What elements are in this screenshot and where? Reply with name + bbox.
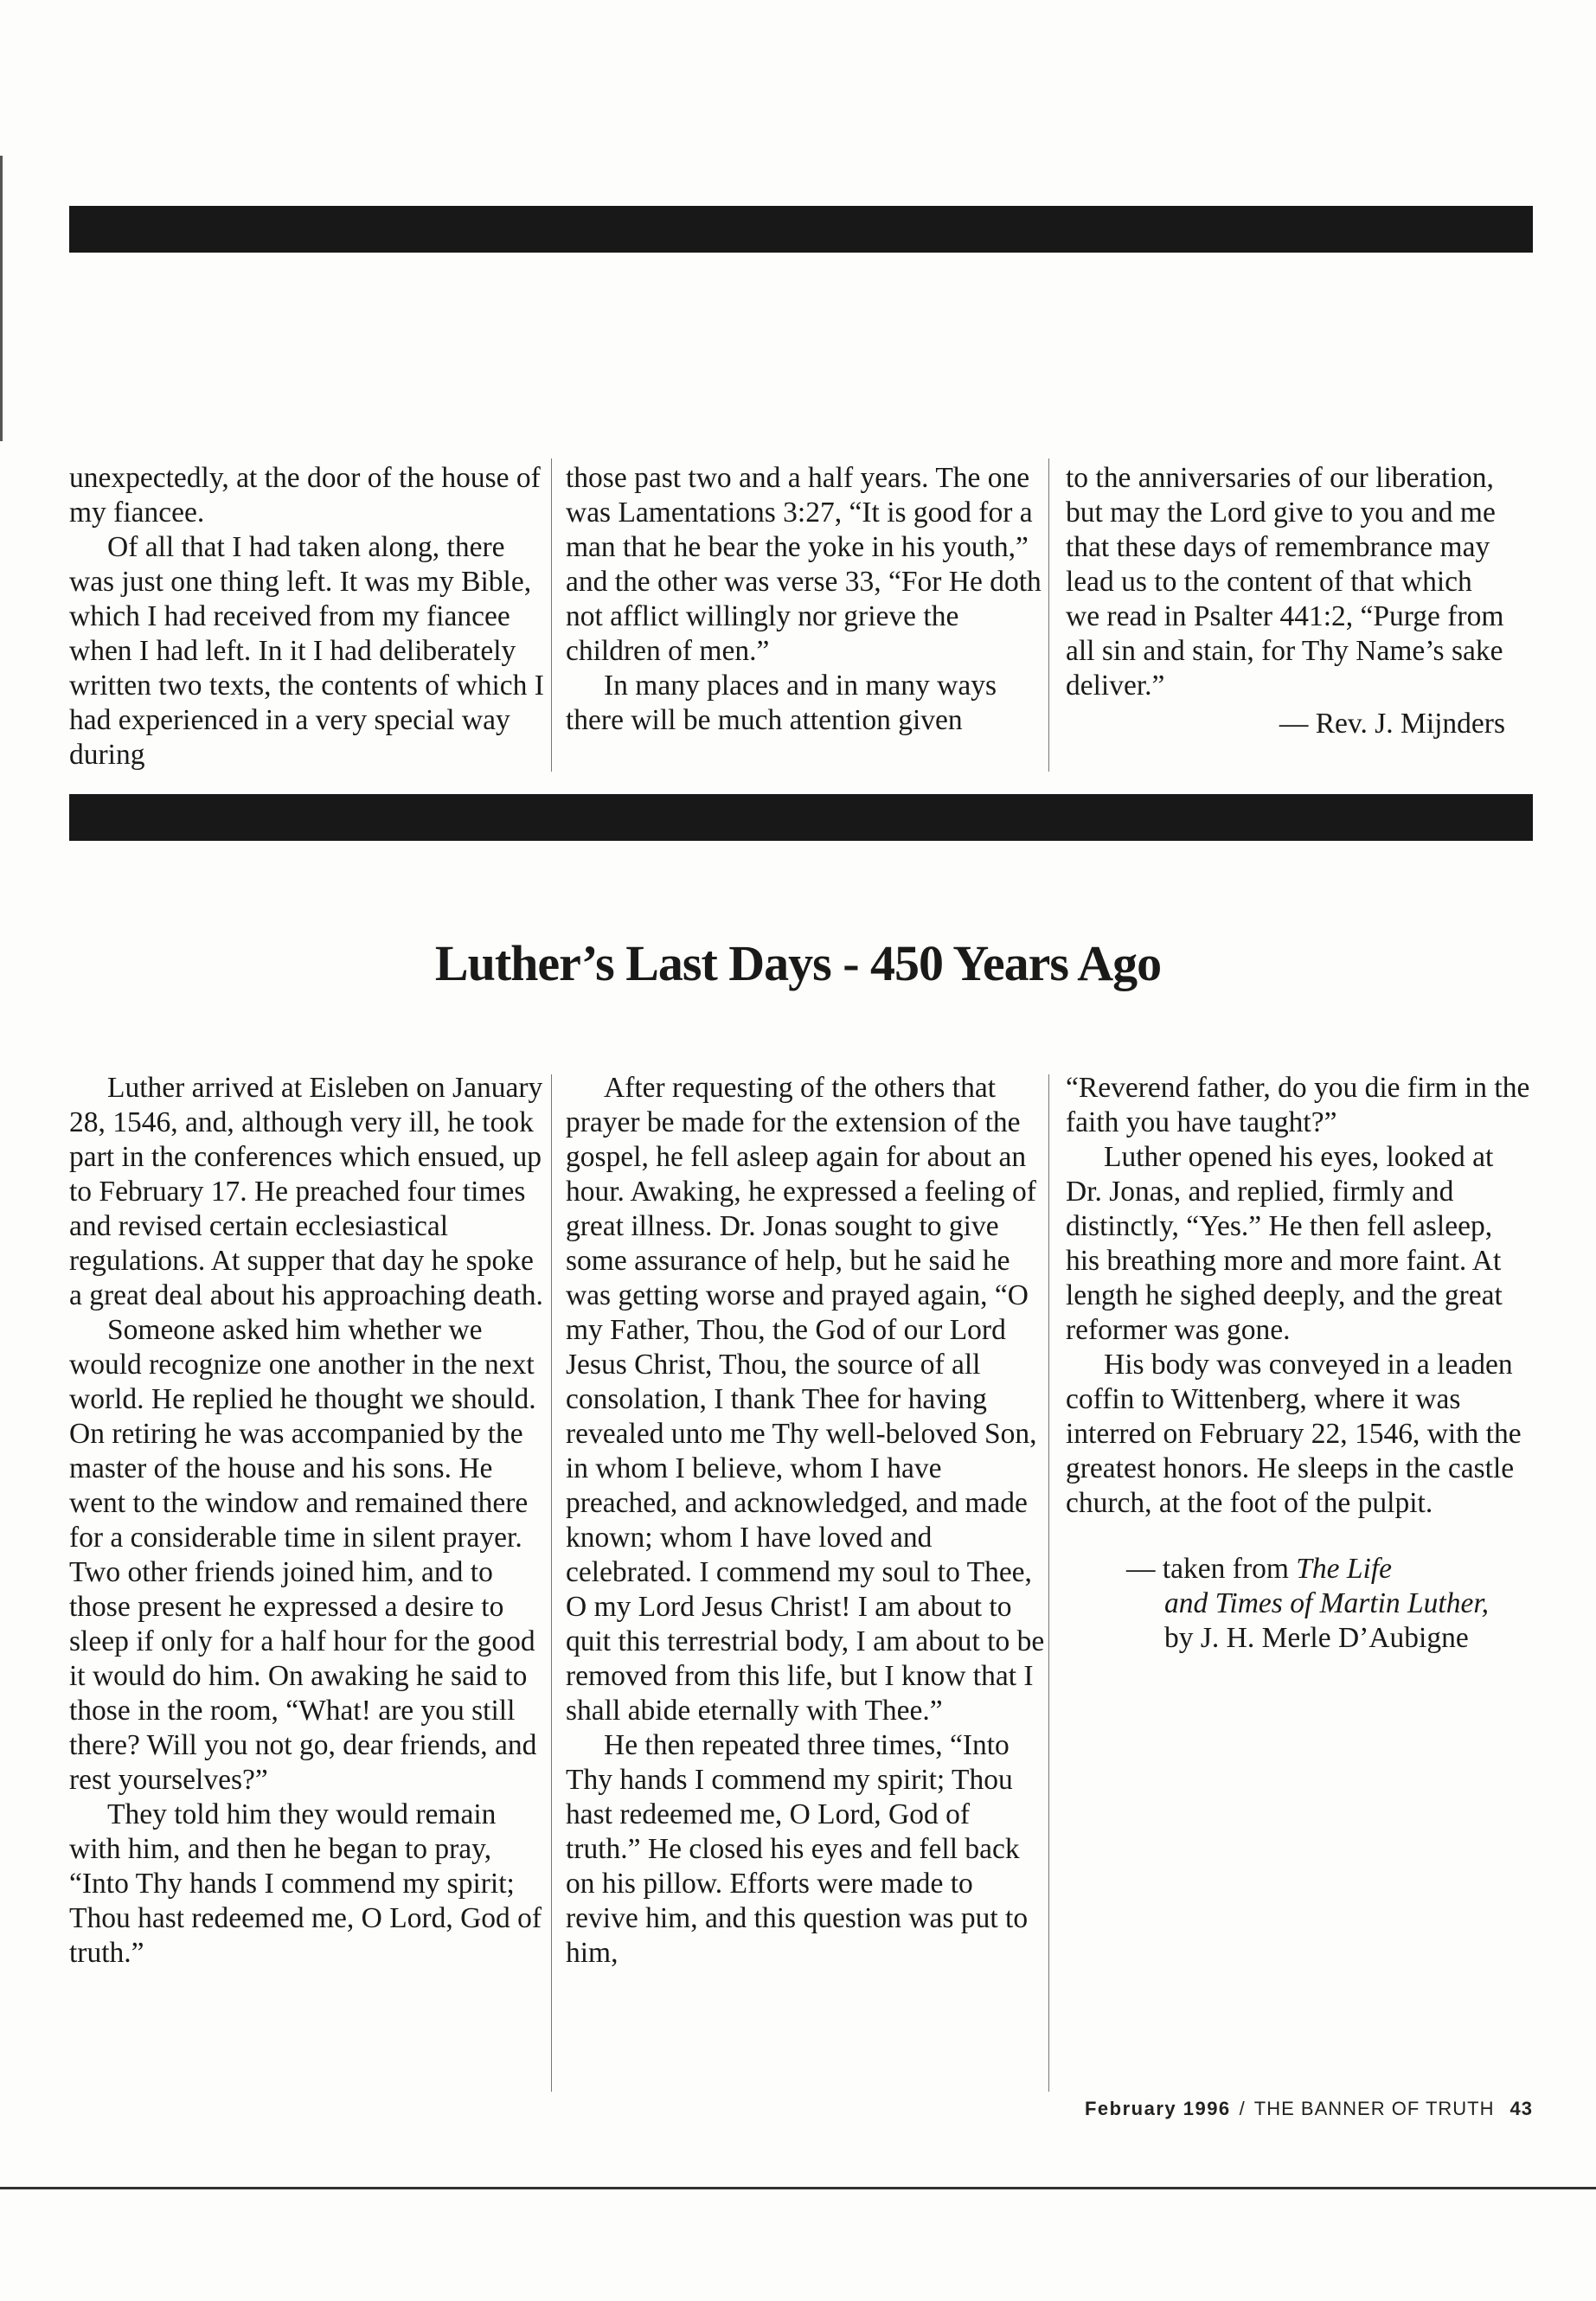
paragraph: After requesting of the others that prayer be made for the extension of the gospel, he fell asleep again for about an hour. Awaking, he expressed a feeling of great illness. Dr. Jonas sought to give some assurance of help, but he said he was getting worse and prayed again, “O my Father, Thou, the God of our Lord Jesus Christ, Thou, the source of all consolation, I thank Thee for having revealed unto me Thy well-beloved Son, in whom I believe, whom I have preached, and acknowledged, and made known; whom I have loved and celebrated. I commend my soul to Thee, O my Lord Jesus Christ! I am about to quit this terrestrial body, I am about to be removed from this life, but I know that I shall abide eternally with Thee.”: [566, 1072, 1045, 1727]
footer-separator: /: [1239, 2098, 1246, 2119]
paragraph: His body was conveyed in a leaden coffin to Wittenberg, where it was interred on February 22, 1546, with the greatest honors. He sleeps in the castle church, at the foot of the pulpit.: [1066, 1349, 1522, 1519]
author-signature: — Rev. J. Mijnders: [1279, 708, 1505, 740]
paragraph: Luther arrived at Eisleben on January 28, 1546, and, although very ill, he took part in the conferences which ensued, up to February 17. He preached four times and revised certain ecclesiastical regulations. At supper that day he spoke a great deal about his approaching death.: [69, 1072, 543, 1311]
paragraph: unexpectedly, at the door of the house of my fiancee.: [69, 462, 541, 529]
scan-edge-mark: [0, 156, 3, 441]
book-title-continued: and Times of Martin Luther,: [1164, 1587, 1490, 1619]
prev-article-column-2: [566, 461, 1046, 738]
column-rule: [551, 458, 552, 772]
paragraph: to the anniversaries of our liberation, but may the Lord give to you and me that these days of remembrance may lead us to the content of that which we read in Psalter 441:2, “Purge from all sin and stain, for Thy Name’s sake deliver.”: [1066, 462, 1504, 702]
page-footer: [1085, 2098, 1533, 2120]
paragraph: “Reverend father, do you die firm in the faith you have taught?”: [1066, 1072, 1530, 1138]
credit-prefix: — taken from: [1126, 1553, 1297, 1585]
prev-article-column-3: [1066, 461, 1505, 741]
article-title: Luther’s Last Days - 450 Years Ago: [434, 935, 1162, 991]
page-number: 43: [1509, 2098, 1533, 2119]
paragraph: those past two and a half years. The one was Lamentations 3:27, “It is good for a man that he bear the yoke in his youth,” and the other was verse 33, “For He doth not afflict willingly nor grieve the children of men.”: [566, 462, 1042, 667]
column-rule: [551, 1074, 552, 2092]
paragraph: Luther opened his eyes, looked at Dr. Jonas, and replied, firmly and distinctly, “Yes.” He then fell asleep, his breathing more and more faint. At length he sighed deeply, and the great reformer was gone.: [1066, 1141, 1503, 1346]
column-rule: [1048, 458, 1049, 772]
top-black-band: [69, 206, 1533, 253]
book-author: by J. H. Merle D’Aubigne: [1164, 1622, 1469, 1654]
paragraph: In many places and in many ways there will be much attention given: [566, 670, 997, 736]
publication-name: THE BANNER OF TRUTH: [1253, 2098, 1495, 2119]
source-credit: [1066, 1552, 1533, 1656]
prev-article-column-1: [69, 461, 545, 772]
article-column-1: [69, 1071, 547, 1971]
column-rule: [1048, 1074, 1049, 2092]
paragraph: Someone asked him whether we would recognize one another in the next world. He replied he thought we should. On retiring he was accompanied by the master of the house and his sons. He went to the window and remained there for a considerable time in silent prayer. Two other friends joined him, and to those present he expressed a desire to sleep if only for a half hour for the good it would do him. On awaking he said to those in the room, “What! are you still there? Will you not go, dear friends, and rest yourselves?”: [69, 1314, 537, 1796]
paragraph: Of all that I had taken along, there was just one thing left. It was my Bible, which I had received from my fiancee when I had left. In it I had deliberately written two texts, the contents of which I had experienced in a very special way during: [69, 531, 544, 771]
issue-date: February 1996: [1084, 2098, 1231, 2119]
article-column-3: [1066, 1071, 1533, 1656]
paragraph: They told him they would remain with him, and then he began to pray, “Into Thy hands I commend my spirit; Thou hast redeemed me, O Lord, God of truth.”: [69, 1798, 542, 1969]
paragraph: He then repeated three times, “Into Thy hands I commend my spirit; Thou hast redeemed me, O Lord, God of truth.” He closed his eyes and fell back on his pillow. Efforts were made to revive him, and this question was put to him,: [566, 1729, 1029, 1969]
article-column-2: [566, 1071, 1046, 1971]
book-title: The Life: [1296, 1553, 1393, 1585]
bottom-rule: [0, 2187, 1596, 2189]
section-divider-band: [69, 794, 1533, 841]
